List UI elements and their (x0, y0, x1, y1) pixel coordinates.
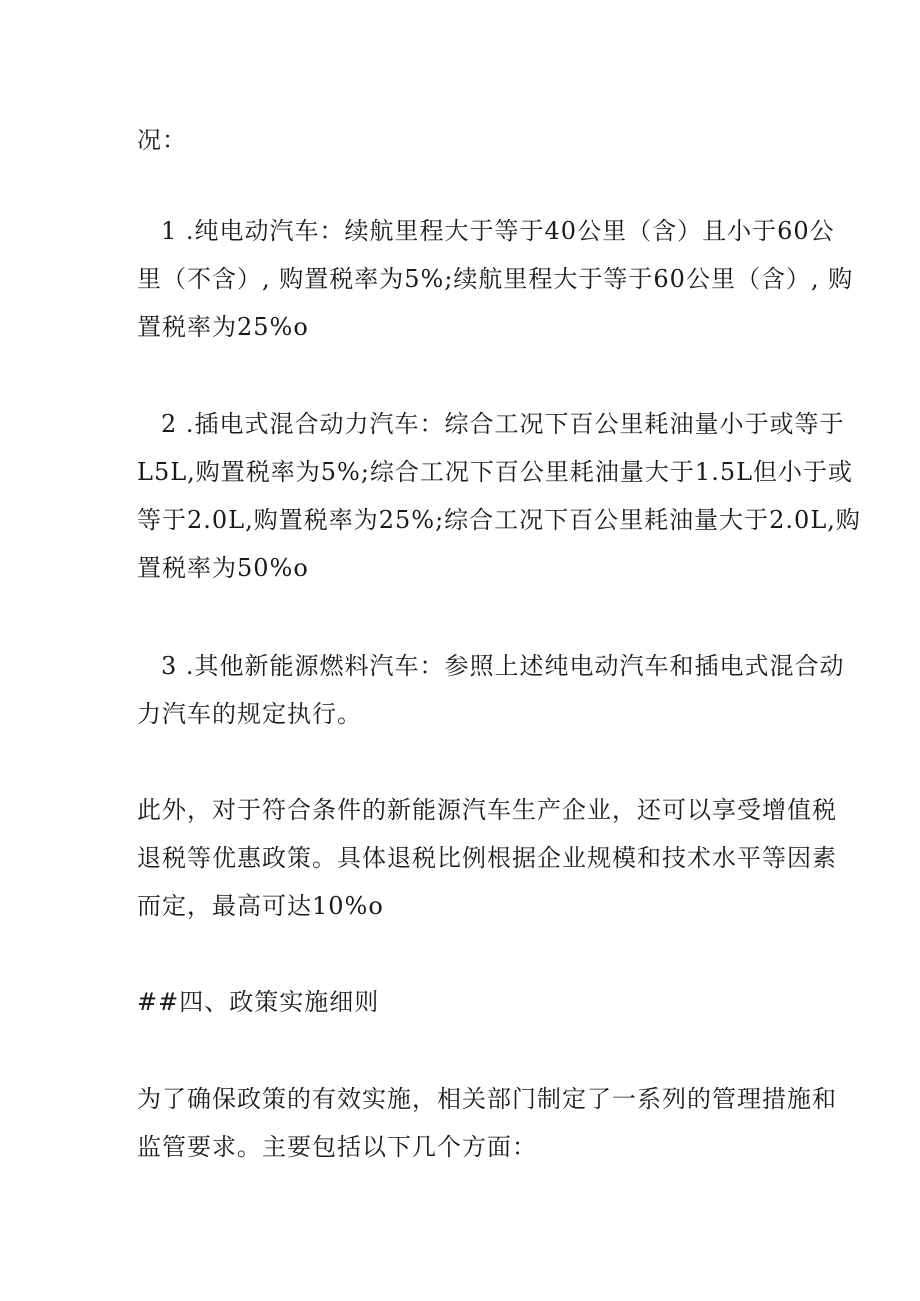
text-line: 而定，最高可达10%o (137, 892, 384, 920)
text-line: 为了确保政策的有效实施，相关部门制定了一系列的管理措施和 (137, 1085, 837, 1113)
text-line: 监管要求。主要包括以下几个方面： (137, 1133, 537, 1161)
text-line: ##四、政策实施细则 (137, 988, 380, 1016)
text-line: 1 .纯电动汽车：续航里程大于等于40公里（含）且小于60公 (161, 217, 835, 245)
list-item-other-new-energy (137, 642, 845, 738)
text-line: 置税率为25%o (137, 313, 309, 341)
paragraph-continuation (137, 116, 792, 164)
list-item-pure-electric (137, 207, 854, 351)
text-line: 退税等优惠政策。具体退税比例根据企业规模和技术水平等因素 (137, 844, 837, 872)
text-line: 力汽车的规定执行。 (137, 700, 362, 728)
text-line: 置税率为50%o (137, 554, 309, 582)
text-line: 2 .插电式混合动力汽车：综合工况下百公里耗油量小于或等于 (161, 410, 845, 438)
text-line: 里（不含）, 购置税率为5%;续航里程大于等于60公里（含）, 购 (137, 265, 854, 293)
paragraph-implementation (137, 1075, 837, 1171)
text-line: L5L,购置税率为5%;综合工况下百公里耗油量大于1.5L但小于或 (137, 458, 854, 486)
list-item-plug-in-hybrid (137, 400, 861, 592)
text-line: 3 .其他新能源燃料汽车：参照上述纯电动汽车和插电式混合动 (161, 652, 845, 680)
paragraph-vat-refund (137, 786, 837, 930)
section-heading (137, 978, 792, 1026)
text-line: 此外，对于符合条件的新能源汽车生产企业，还可以享受增值税 (137, 796, 837, 824)
text-line: 等于2.0L,购置税率为25%;综合工况下百公里耗油量大于2.0L,购 (137, 506, 861, 534)
text-line: 况： (137, 126, 187, 154)
